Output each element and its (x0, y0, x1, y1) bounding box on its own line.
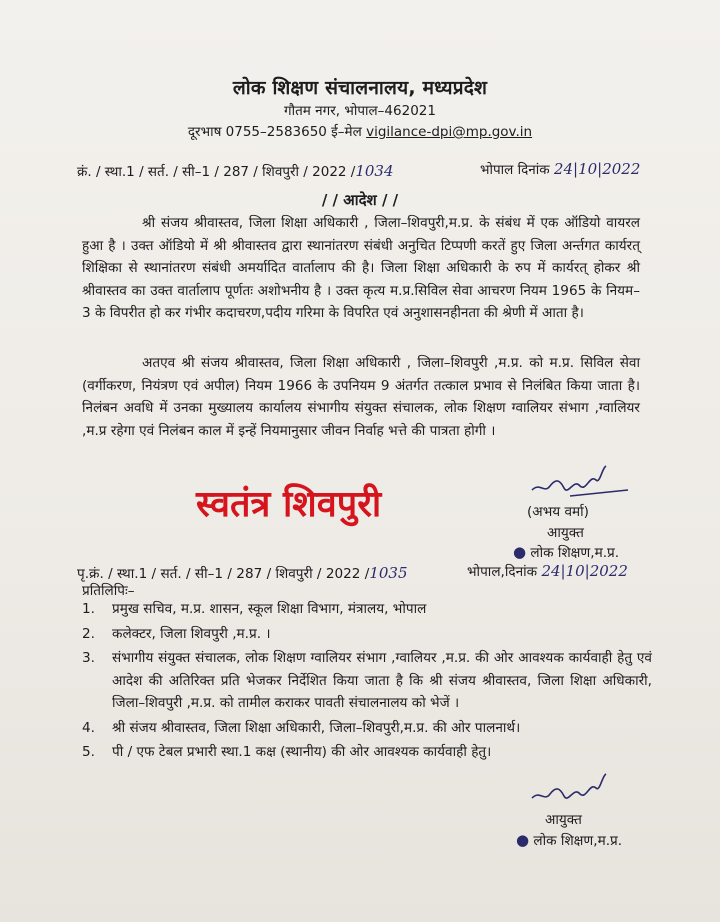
date-label: भोपाल दिनांक (480, 162, 550, 178)
list-text: श्री संजय श्रीवास्तव, जिला शिक्षा अधिकारी, जिला–शिवपुरी,म.प्र. की ओर पालनार्थ। (112, 719, 521, 736)
list-number: 1. (82, 601, 95, 617)
reference-number: क्रं. / स्था.1 / सर्त. / सी–1 / 287 / शिवपुरी / 2022 / (77, 164, 356, 180)
order-paragraph-2 (82, 352, 640, 442)
dispatch-number: 1034 (355, 162, 394, 180)
list-number: 2. (82, 625, 95, 642)
date-value: 24|10|2022 (553, 160, 641, 178)
department-title: लोक शिक्षण संचालनालय, मध्यप्रदेश (232, 77, 488, 99)
office-text: लोक शिक्षण,म.प्र. (533, 833, 623, 849)
list-text: संभागीय संयुक्त संचालक, लोक शिक्षण ग्वालियर संभाग ,ग्वालियर ,म.प्र. की ओर आवश्यक कार्यवाही हेतु एवं आदेश की अतिरिक्त प्रति भेजकर निर्देशित किया जाता है कि श्री संजय श्रीवास्तव, जिला शिक्षा अधिकारी, जिला–शिवपुरी ,म.प्र. को तामील कराकर पावती संचालनालय को भेजें । (112, 650, 652, 711)
copy-recipient-list (82, 598, 652, 766)
order-heading: / / आदेश / / (321, 191, 399, 209)
paragraph-text: श्री संजय श्रीवास्तव, जिला शिक्षा अधिकारी , जिला–शिवपुरी,म.प्र. के संबंध में एक ऑडियो वायरल हुआ है । उक्त ऑडियो में श्री श्रीवास्तव द्वारा स्थानांतरण संबंधी अनुचित टिप्पणी करतें हुए जिला अर्न्तगत कार्यरत् शिक्षिका से स्थानांतरण संबंधी अमर्यादित वार्तालाप की है। जिला शिक्षा अधिकारी के रुप में कार्यरत् होकर श्री श्रीवास्तव का उक्त वार्तालाप पूर्णतः अशोभनीय है । उक्त कृत्य म.प्र.सिविल सेवा आचरण नियम 1965 के नियम–3 के विपरीत हो कर गंभीर कदाचरण,पदीय गरिमा के विपरित एवं अनुशासनहीनता की श्रेणी में आता है। (82, 215, 640, 322)
signatory-title: आयुक्त (545, 812, 582, 828)
signatory-name: (अभय वर्मा) (527, 504, 589, 520)
phone-label: दूरभाष 0755–2583650 ई–मेल (187, 124, 362, 140)
department-address: गौतम नगर, भोपाल–462021 (284, 103, 436, 119)
reference-number: पृ.क्रं. / स्था.1 / सर्त. / सी–1 / 287 / शिवपुरी / 2022 / (77, 566, 370, 582)
email-link[interactable]: vigilance-dpi@mp.gov.in (366, 124, 533, 140)
list-item (82, 623, 652, 646)
list-item (82, 647, 652, 715)
signatory-office (513, 542, 619, 561)
list-text: कलेक्टर, जिला शिवपुरी ,म.प्र. । (112, 625, 271, 642)
list-number: 4. (82, 719, 95, 736)
dispatch-number: 1035 (369, 564, 408, 582)
signature-scribble-1 (530, 460, 630, 502)
copy-date (467, 561, 628, 580)
signatory-title: आयुक्त (547, 525, 584, 541)
order-reference (77, 162, 394, 180)
office-text: लोक शिक्षण,म.प्र. (530, 545, 620, 561)
list-item (82, 598, 652, 621)
copy-to-label: प्रतिलिपिः– (82, 583, 135, 599)
order-paragraph-1 (82, 212, 640, 325)
list-text: प्रमुख सचिव, म.प्र. शासन, स्कूल शिक्षा विभाग, मंत्रालय, भोपाल (112, 601, 427, 617)
order-date (480, 160, 640, 178)
seal-mark-icon: ● (513, 543, 527, 561)
signatory-office (516, 830, 622, 849)
list-number: 3. (82, 650, 95, 666)
date-label: भोपाल,दिनांक (467, 564, 538, 580)
list-text: पी / एफ टेबल प्रभारी स्था.1 कक्ष (स्थानीय) की ओर आवश्यक कार्यवाही हेतु। (112, 744, 492, 760)
watermark-text: स्वतंत्र शिवपुरी (196, 483, 382, 525)
list-number: 5. (82, 744, 95, 760)
paragraph-text: अतएव श्री संजय श्रीवास्तव, जिला शिक्षा अधिकारी , जिला–शिवपुरी ,म.प्र. को म.प्र. सिविल सेवा (वर्गीकरण, नियंत्रण एवं अपील) नियम 1966 के उपनियम 9 अंतर्गत तत्काल प्रभाव से निलंबित किया जाता है। निलंबन अवधि में उनका मुख्यालय कार्यालय संभागीय संयुक्त संचालक, लोक शिक्षण ग्वालियर संभाग ,ग्वालियर ,म.प्र रहेगा एवं निलंबन काल में इन्हें नियमानुसार जीवन निर्वाह भत्ते की पात्रता होगी । (82, 355, 640, 439)
date-value: 24|10|2022 (541, 562, 628, 580)
list-item (82, 741, 652, 764)
department-contact (0, 122, 720, 140)
signature-scribble-2 (530, 770, 620, 810)
seal-mark-icon: ● (516, 831, 530, 849)
list-item (82, 717, 652, 740)
